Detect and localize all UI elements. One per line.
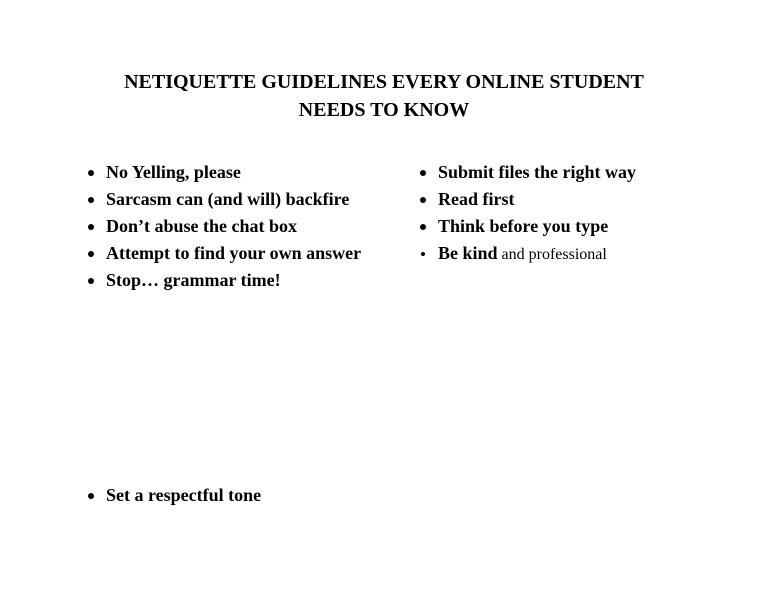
left-bullet-list [88, 159, 361, 294]
list-item [88, 240, 361, 267]
bullet-icon [88, 493, 94, 499]
bullet-icon [420, 197, 426, 203]
list-item-text: Set a respectful tone [106, 485, 262, 505]
list-item [88, 213, 361, 240]
list-item [420, 186, 636, 213]
list-item-text: Don’t abuse the chat box [106, 216, 298, 236]
list-item [88, 186, 361, 213]
list-item [88, 267, 361, 294]
list-item-text: Sarcasm can (and will) backfire [106, 189, 350, 209]
list-item-text-regular: and professional [497, 246, 607, 263]
list-item-text: Think before you type [438, 216, 609, 236]
right-bullet-list [420, 159, 636, 267]
title-line-1: NETIQUETTE GUIDELINES EVERY ONLINE STUDENT [124, 71, 644, 93]
bullet-icon [88, 170, 94, 176]
list-item-text-bold: Be kind [438, 243, 498, 263]
bullet-icon [88, 278, 94, 284]
bottom-bullet-list [88, 482, 261, 509]
list-item-text: Stop… grammar time! [106, 270, 281, 290]
bullet-icon [88, 224, 94, 230]
bullet-icon [88, 251, 94, 257]
bullet-icon [420, 224, 426, 230]
bullet-icon [420, 170, 426, 176]
list-item [420, 240, 636, 267]
list-item [88, 482, 261, 509]
list-item-text: No Yelling, please [106, 162, 241, 182]
list-item-text: Read first [438, 189, 515, 209]
page-title [0, 68, 768, 124]
list-item-text: Submit files the right way [438, 162, 636, 182]
list-item [420, 213, 636, 240]
list-item [88, 159, 361, 186]
list-item [420, 159, 636, 186]
title-line-2: NEEDS TO KNOW [298, 99, 470, 121]
bullet-icon [88, 197, 94, 203]
bullet-icon [421, 252, 425, 256]
list-item-text: Attempt to find your own answer [106, 243, 362, 263]
